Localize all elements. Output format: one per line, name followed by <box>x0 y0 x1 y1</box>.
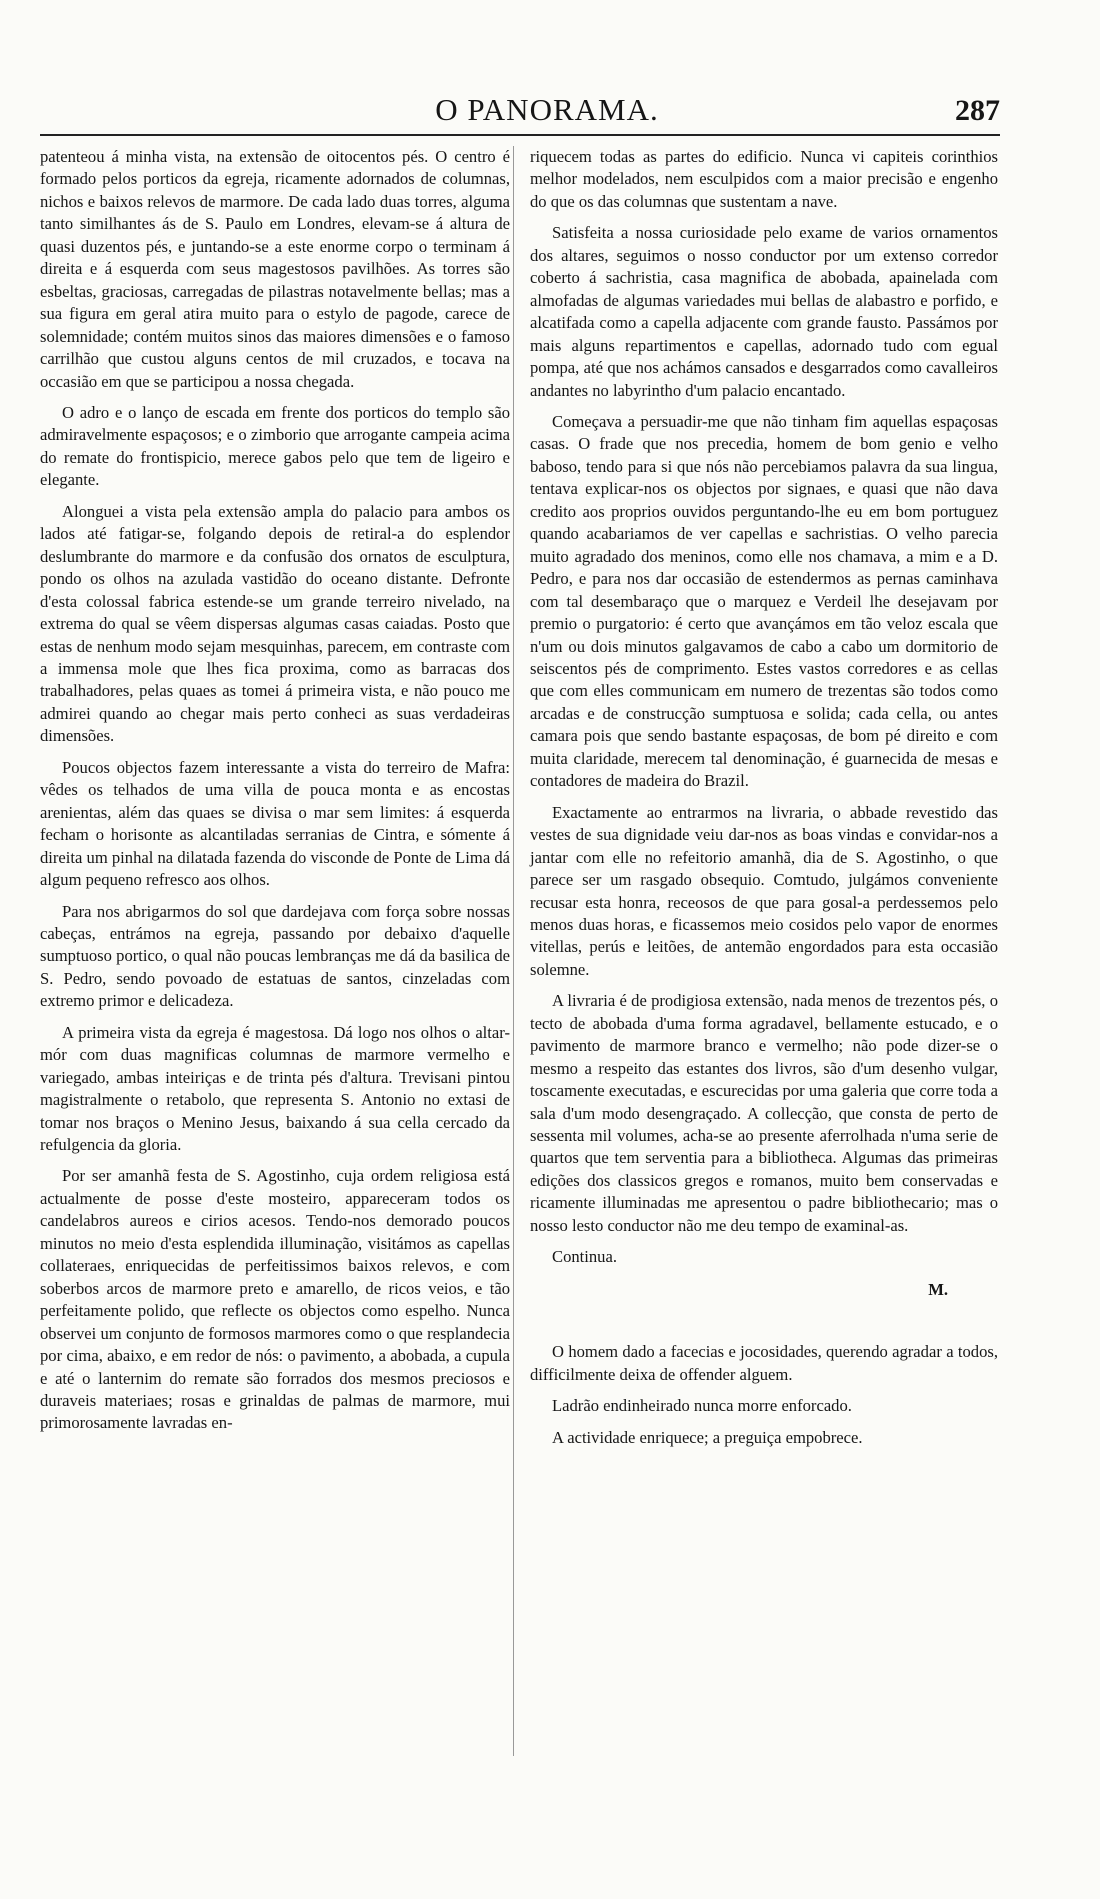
article-paragraph: Por ser amanhã festa de S. Agostinho, cuja ordem religiosa está actualmente de posse d'este mosteiro, appareceram todos os candelabros aureos e cirios acesos. Tendo-nos demorado poucos minutos no meio d'esta esplendida illuminação, visitámos as capellas collateraes, enriquecidas de perfeitissimos baixos relevos, e com soberbos arcos de marmore preto e amarello, de ricos veios, e tão perfeitamente polido, que reflecte os objectos como espelho. Nunca observei um conjunto de formosos marmores como o que resplandecia por cima, abaixo, e em redor de nós: o pavimento, a abobada, a cupula e até o lanternim do remate são forrados dos mesmos preciosos e duraveis materiaes; rosas e grinaldas de palmas de marmore, mui primorosamente lavradas en- <box>40 1166 510 1433</box>
article-paragraph: Exactamente ao entrarmos na livraria, o abbade revestido das vestes de sua dignidade veiu dar-nos as boas vindas e convidar-nos a jantar com elle no refeitorio amanhã, dia de S. Agostinho, o que parece ser um rasgado obsequio. Comtudo, julgámos conveniente recusar esta honra, receosos de que para gosal-a perdessemos pelo menos duas horas, e ficassemos meio cosidos pelo vapor de enormes vitellas, perús e leitões, de antemão engordados para esta occasião solemne. <box>530 802 998 979</box>
article-paragraph: O adro e o lanço de escada em frente dos porticos do templo são admiravelmente espaçosos; e o zimborio que arrogante campeia acima do remate do frontispicio, merece gabos pelo que tem de ligeiro e elegante. <box>40 402 510 490</box>
page-number: 287 <box>955 94 1000 127</box>
page-header <box>0 92 1100 132</box>
continua-note: Continua. <box>552 1247 617 1267</box>
right-column <box>530 146 998 1458</box>
article-paragraph: Começava a persuadir-me que não tinham fim aquellas espaçosas casas. O frade que nos precedia, homem de bom genio e velho baboso, tendo para si que nós não percebiamos palavra da sua lingua, tentava explicar-nos os objectos por signaes, e quasi que não dava credito aos proprios ouvidos perguntando-lhe eu em bom portuguez quando acabariamos de ver capellas e sachristias. O velho parecia muito agradado dos meninos, como elle nos chamava, a mim e a D. Pedro, e para nos dar occasião de estendermos as pernas caminhava com tal desembaraço que o marquez e Verdeil lhe desejavam por premio o purgatorio: é certo que avançámos em tão veloz escala que n'um ou dois minutos galgavamos de cabo a cabo um dormitorio de seiscentos pés de comprimento. Estes vastos corredores e as cellas que com elles communicam em numero de trezentas são todos como arcadas e de construcção sumptuosa e solida; cada cella, ou antes camara pois que sendo bastante espaçosas, de bom pé direito e com muita claridade, merecem tal denominação, é guarnecida de mesas e contadores de madeira do Brazil. <box>530 411 998 791</box>
article-paragraph: patenteou á minha vista, na extensão de oitocentos pés. O centro é formado pelos porticos da egreja, ricamente adornados de columnas, nichos e baixos relevos de marmore. De cada lado duas torres, alguma tanto similhantes ás de S. Paulo em Londres, elevam-se á altura de quasi duzentos pés, e juntando-se a este enorme corpo o terminam á direita e á esquerda com seus magestosos pavilhões. As torres são esbeltas, graciosas, carregadas de pilastras notavelmente bellas; mas a sua figura em geral atira muito para o estylo de pagode, carece de solemnidade; contém muitos sinos das maiores dimensões e o famoso carrilhão que custou alguns centos de mil cruzados, e tocava na occasião em que se participou a nossa chegada. <box>40 147 510 391</box>
article-paragraph: Para nos abrigarmos do sol que dardejava com força sobre nossas cabeças, entrámos na egreja, passando por debaixo d'aquelle sumptuoso portico, o qual não poucas lembranças me dá da basilica de S. Pedro, sendo povoado de estatuas de santos, cinzeladas com extremo primor e delicadeza. <box>40 901 510 1011</box>
article-paragraph: riquecem todas as partes do edificio. Nunca vi capiteis corinthios melhor modelados, nem esculpidos com a maior precisão e engenho do que os das columnas que sustentam a nave. <box>530 147 998 211</box>
header-rule <box>40 134 1000 136</box>
author-signature: M. <box>928 1279 948 1299</box>
column-divider <box>513 146 514 1756</box>
left-column <box>40 146 510 1444</box>
article-paragraph: A livraria é de prodigiosa extensão, nada menos de trezentos pés, o tecto de abobada d'uma forma agradavel, bellamente estucado, e o pavimento de marmore branco e vermelho; não pode dizer-se o mesmo a respeito das estantes dos livros, são d'um desenho vulgar, toscamente executadas, e escurecidas por uma galeria que corre toda a sala d'um modo desengraçado. A collecção, que consta de perto de sessenta mil volumes, acha-se ao presente aferrolhada n'uma serie de quartos que tem serventia para a bibliotheca. Algumas das primeiras edições dos classicos gregos e romanos, muito bem conservadas e ricamente illuminadas me apresentou o padre bibliothecario; mas o nosso lesto conductor não me deu tempo de examinal-as. <box>530 991 998 1235</box>
article-paragraph: A primeira vista da egreja é magestosa. Dá logo nos olhos o altar-mór com duas magnificas columnas de marmore vermelho e variegado, ambas inteiriças e de trinta pés d'altura. Trevisani pintou magistralmente o retabolo, que representa S. Antonio no extasi de tomar nos braços o Menino Jesus, baixando á sua cella cercado da refulgencia da gloria. <box>40 1022 510 1155</box>
saying: A actividade enriquece; a preguiça empobrece. <box>552 1427 863 1447</box>
article-paragraph: Poucos objectos fazem interessante a vista do terreiro de Mafra: vêdes os telhados de uma villa de pouca monta e as encostas arenientas, além das quaes se divisa o mar sem limites: á esquerda fecham o horisonte as alcantiladas serranias de Cintra, e sómente á direita um pinhal na dilatada fazenda do visconde de Ponte de Lima dá algum pequeno refresco aos olhos. <box>40 757 510 890</box>
saying: Ladrão endinheirado nunca morre enforcado. <box>552 1396 852 1416</box>
saying: O homem dado a facecias e jocosidades, querendo agradar a todos, difficilmente deixa de offender alguem. <box>530 1342 998 1384</box>
publication-title: O PANORAMA. <box>435 92 659 127</box>
article-paragraph: Satisfeita a nossa curiosidade pelo exame de varios ornamentos dos altares, seguimos o nosso conductor por um extenso corredor coberto á sachristia, casa magnifica de abobada, apainelada com almofadas de algumas variedades mui bellas de alabastro e porfido, e alcatifada como a capella adjacente com grande fausto. Passámos por mais alguns repartimentos e capellas, adornado tudo com egual pompa, até que nos achámos cansados e desgarrados como cavalleiros andantes no labyrintho d'um palacio encantado. <box>530 223 998 400</box>
article-paragraph: Alonguei a vista pela extensão ampla do palacio para ambos os lados até fatigar-se, folgando depois de retiral-a do esplendor deslumbrante do marmore e da confusão dos ornatos de esculptura, pondo os olhos na azulada vastidão do oceano distante. Defronte d'esta colossal fabrica estende-se um grande terreiro nivelado, na extrema do qual se vêem dispersas algumas casas caiadas. Posto que estas de nenhum modo sejam mesquinhas, parecem, em contraste com a immensa mole que lhes fica proxima, como as barracas dos trabalhadores, pelas quaes as tomei á primeira vista, e não pouco me admirei quando ao chegar mais perto conheci as suas verdadeiras dimensões. <box>40 501 510 746</box>
